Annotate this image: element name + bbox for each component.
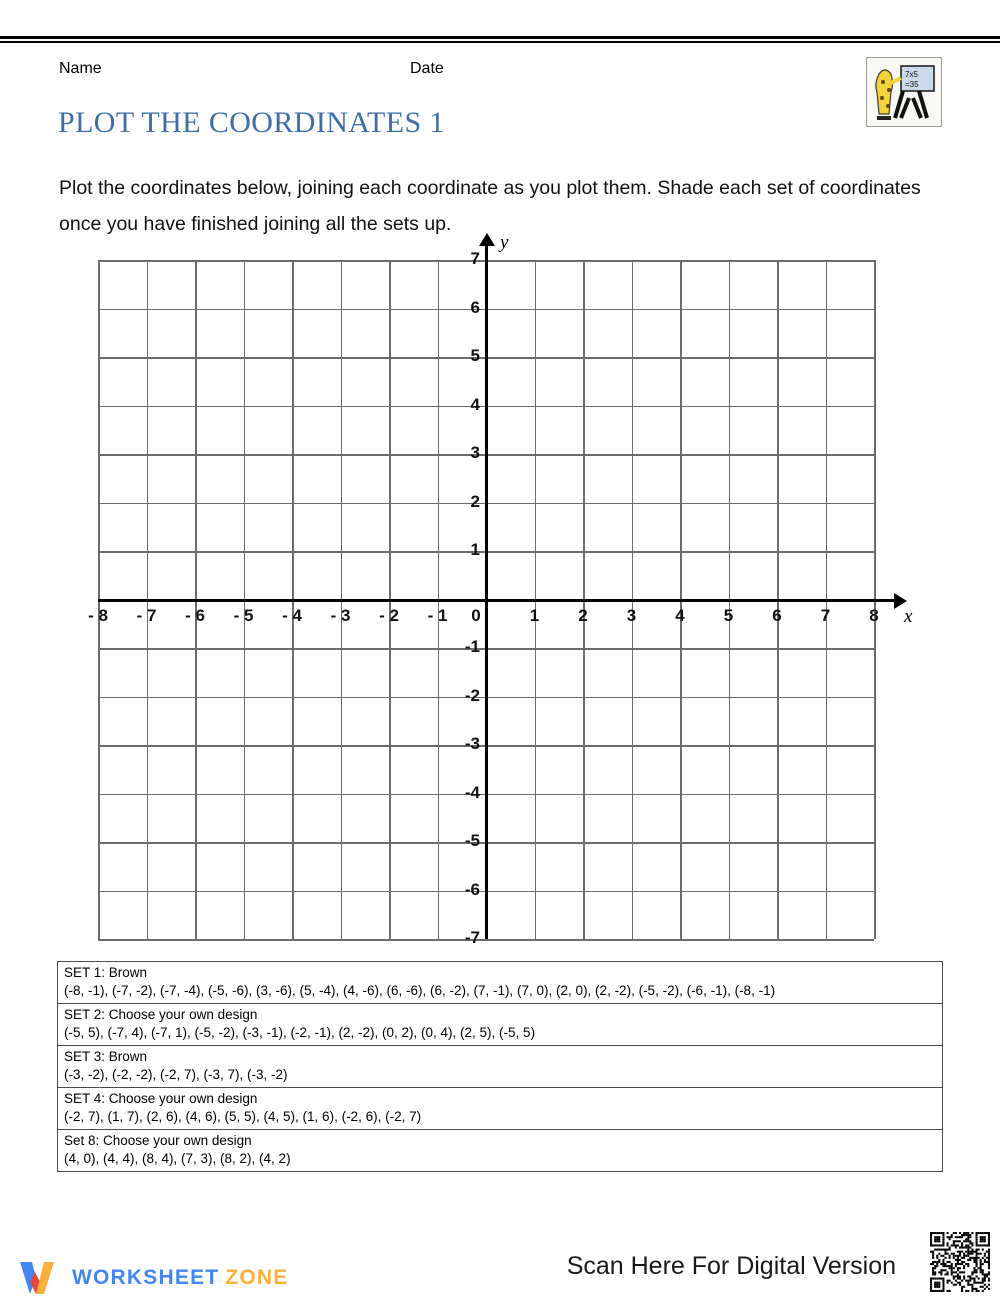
- set-heading: SET 1: Brown: [64, 965, 148, 980]
- set-coordinates: (-8, -1), (-7, -2), (-7, -4), (-5, -6), (3, -6), (5, -4), (4, -6), (6, -6), (6, -2), (7, -1), (7, 0), (2, 0), (2, -2), (-5, -2), (-6, -1), (-8, -1): [64, 983, 776, 998]
- x-tick-label: 0: [471, 605, 481, 625]
- page-title: PLOT THE COORDINATES 1: [58, 106, 445, 139]
- y-tick-label: 3: [470, 443, 480, 462]
- x-tick-label: - 6: [185, 605, 205, 625]
- x-tick-label: 8: [869, 605, 879, 625]
- y-tick-label: 6: [470, 297, 480, 317]
- x-tick-label: - 3: [330, 605, 351, 625]
- y-tick-label: 1: [470, 540, 480, 559]
- y-tick-label: 7: [470, 249, 480, 268]
- name-label: Name: [59, 60, 102, 77]
- y-tick-label: -1: [464, 637, 480, 656]
- svg-text:7x5: 7x5: [905, 70, 918, 79]
- set-row: [58, 1004, 942, 1046]
- y-axis-label: y: [500, 232, 509, 253]
- worksheet-zone-logo-icon: [18, 1258, 64, 1298]
- x-tick-label: 4: [675, 605, 685, 625]
- worksheet-zone-logo[interactable]: [18, 1258, 288, 1298]
- x-axis-label: x: [904, 605, 913, 627]
- coordinate-grid: [60, 232, 940, 962]
- x-tick-label: - 8: [88, 605, 108, 625]
- set-row: [58, 1046, 942, 1088]
- set-row: [58, 962, 942, 1004]
- x-tick-label: - 5: [233, 605, 254, 625]
- x-tick-label: - 2: [379, 605, 399, 625]
- x-tick-label: - 1: [427, 605, 448, 625]
- logo-secondary-text: ZONE: [225, 1266, 289, 1289]
- x-tick-label: 7: [820, 605, 831, 625]
- giraffe-teacher-icon: [866, 57, 942, 127]
- header-rule: [0, 36, 1000, 43]
- scan-prompt-text: Scan Here For Digital Version: [566, 1252, 896, 1280]
- y-tick-label: 5: [470, 346, 480, 365]
- instructions-text: Plot the coordinates below, joining each coordinate as you plot them. Shade each set of coordinates once you have finished joining all the sets up.: [59, 177, 921, 235]
- y-tick-label: -2: [464, 685, 480, 705]
- date-label: Date: [410, 60, 444, 77]
- set-heading: SET 3: Brown: [64, 1049, 148, 1064]
- y-tick-label: 2: [470, 491, 480, 511]
- logo-primary-text: WORKSHEET: [72, 1266, 220, 1289]
- set-coordinates: (4, 0), (4, 4), (8, 4), (7, 3), (8, 2), (4, 2): [64, 1151, 291, 1166]
- set-coordinates: (-2, 7), (1, 7), (2, 6), (4, 6), (5, 5), (4, 5), (1, 6), (-2, 6), (-2, 7): [64, 1109, 422, 1124]
- x-tick-label: 6: [772, 605, 782, 625]
- y-tick-label: -6: [464, 879, 480, 899]
- y-axis: [485, 244, 488, 939]
- x-tick-label: - 4: [282, 605, 302, 625]
- set-heading: Set 8: Choose your own design: [64, 1133, 252, 1148]
- coordinate-sets-table: [57, 961, 943, 1172]
- x-tick-label: 3: [626, 605, 637, 625]
- set-row: [58, 1130, 942, 1171]
- set-coordinates: (-5, 5), (-7, 4), (-7, 1), (-5, -2), (-3, -1), (-2, -1), (2, -2), (0, 2), (0, 4), (2, 5), (-5, 5): [64, 1025, 536, 1040]
- svg-text:=35: =35: [905, 80, 919, 89]
- set-row: [58, 1088, 942, 1130]
- set-coordinates: (-3, -2), (-2, -2), (-2, 7), (-3, 7), (-3, -2): [64, 1067, 288, 1082]
- set-heading: SET 2: Choose your own design: [64, 1007, 258, 1022]
- y-tick-label: -5: [464, 831, 480, 850]
- qr-code-icon[interactable]: [930, 1232, 990, 1292]
- y-tick-label: 4: [470, 394, 480, 414]
- x-tick-label: - 7: [136, 605, 157, 625]
- grid-hline: [98, 939, 874, 941]
- set-heading: SET 4: Choose your own design: [64, 1091, 258, 1106]
- x-axis: [98, 599, 896, 602]
- x-tick-label: 1: [529, 605, 540, 625]
- y-tick-label: -4: [464, 782, 480, 802]
- y-tick-label: -3: [464, 734, 480, 753]
- y-axis-arrow: [479, 233, 495, 246]
- y-tick-label: -7: [464, 928, 480, 947]
- x-tick-label: 5: [723, 605, 734, 625]
- x-tick-label: 2: [578, 605, 588, 625]
